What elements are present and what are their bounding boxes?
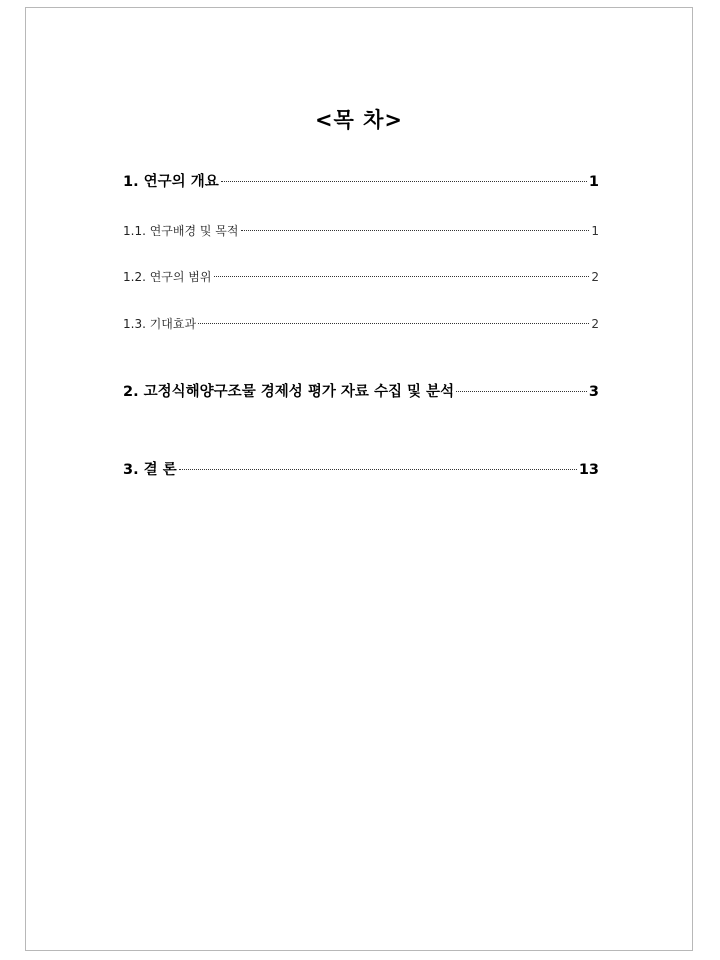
toc-entry-1-1[interactable] — [123, 222, 599, 239]
dot-leader — [241, 230, 590, 231]
toc-entry-label: 1.2. 연구의 범위 — [123, 270, 212, 284]
toc-entry-3[interactable] — [123, 458, 599, 479]
dot-leader — [456, 391, 587, 392]
toc-entry-1-3[interactable] — [123, 315, 599, 332]
toc-entry-page: 13 — [578, 462, 599, 478]
dot-leader — [179, 469, 577, 470]
toc-entry-page: 3 — [588, 384, 599, 400]
toc-entry-label: 1.3. 기대효과 — [123, 317, 197, 331]
toc-entry-page: 1 — [591, 224, 599, 238]
toc-entry-label: 2. 고정식해양구조물 경제성 평가 자료 수집 및 분석 — [123, 384, 455, 400]
document-page — [25, 7, 693, 951]
toc-entry-page: 1 — [588, 174, 599, 190]
toc-entry-1[interactable] — [123, 170, 599, 191]
dot-leader — [214, 276, 590, 277]
toc-entry-1-2[interactable] — [123, 268, 599, 285]
toc-entry-label: 1.1. 연구배경 및 목적 — [123, 224, 239, 238]
toc-entry-page: 2 — [591, 270, 599, 284]
toc-title: <목 차> — [314, 108, 404, 132]
dot-leader — [198, 323, 589, 324]
toc-entry-page: 2 — [591, 317, 599, 331]
toc-entry-2[interactable] — [123, 380, 599, 401]
toc-entry-label: 1. 연구의 개요 — [123, 174, 219, 190]
dot-leader — [221, 181, 587, 182]
toc-entry-label: 3. 결 론 — [123, 462, 177, 478]
